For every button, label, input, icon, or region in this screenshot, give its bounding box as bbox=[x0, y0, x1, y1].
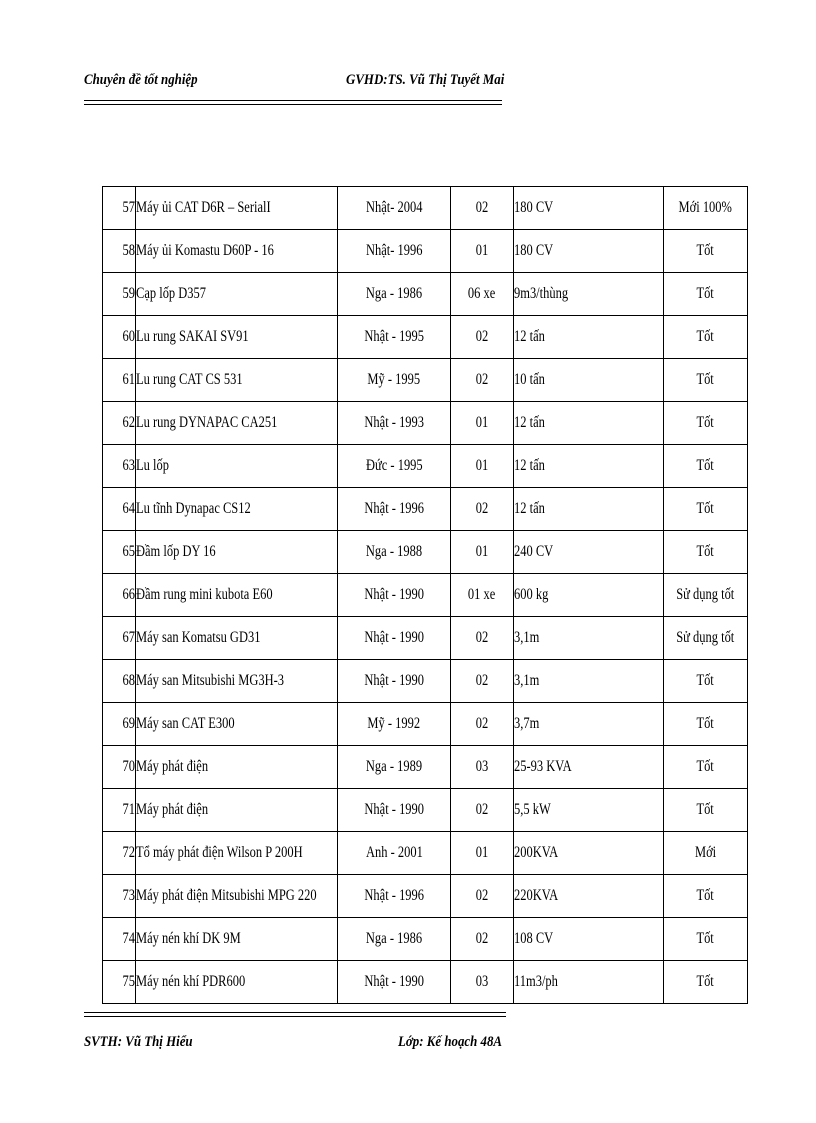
footer-rule-bottom bbox=[84, 1016, 506, 1017]
cell-capacity bbox=[514, 875, 664, 918]
cell-row-number bbox=[103, 574, 136, 617]
capacity-text: 600 kg bbox=[514, 586, 549, 603]
cell-equipment-name bbox=[136, 918, 338, 961]
condition-text: Tốt bbox=[696, 242, 715, 259]
quantity-text: 02 bbox=[475, 887, 489, 904]
cell-row-number bbox=[103, 273, 136, 316]
footer-class: Lớp: Kế hoạch 48A bbox=[398, 1034, 503, 1050]
table-row bbox=[103, 402, 748, 445]
equipment-table bbox=[102, 186, 748, 1004]
capacity-text: 25-93 KVA bbox=[514, 758, 572, 775]
capacity-text: 108 CV bbox=[514, 930, 554, 947]
capacity-text: 12 tấn bbox=[514, 500, 545, 517]
equipment-name-text: Máy san Mitsubishi MG3H-3 bbox=[136, 672, 285, 689]
quantity-text: 01 bbox=[475, 414, 489, 431]
capacity-text: 240 CV bbox=[514, 543, 554, 560]
cell-equipment-name bbox=[136, 359, 338, 402]
row-number-text: 62 bbox=[122, 414, 135, 431]
capacity-text: 5,5 kW bbox=[514, 801, 551, 818]
origin-year-text: Nga - 1986 bbox=[365, 285, 423, 302]
cell-quantity bbox=[451, 789, 514, 832]
cell-quantity bbox=[451, 660, 514, 703]
quantity-text: 02 bbox=[475, 801, 489, 818]
table-row bbox=[103, 660, 748, 703]
equipment-name-text: Máy san Komatsu GD31 bbox=[136, 629, 261, 646]
cell-origin-year bbox=[338, 187, 451, 230]
row-number-text: 66 bbox=[122, 586, 135, 603]
cell-quantity bbox=[451, 703, 514, 746]
cell-condition bbox=[664, 703, 748, 746]
cell-capacity bbox=[514, 746, 664, 789]
row-number-text: 75 bbox=[122, 973, 135, 990]
row-number-text: 58 bbox=[122, 242, 135, 259]
row-number-text: 73 bbox=[122, 887, 135, 904]
origin-year-text: Nhật- 2004 bbox=[365, 199, 423, 216]
quantity-text: 02 bbox=[475, 715, 489, 732]
cell-row-number bbox=[103, 875, 136, 918]
equipment-name-text: Lu rung CAT CS 531 bbox=[136, 371, 243, 388]
condition-text: Tốt bbox=[696, 973, 715, 990]
table-row bbox=[103, 273, 748, 316]
equipment-name-text: Lu rung SAKAI SV91 bbox=[136, 328, 249, 345]
cell-equipment-name bbox=[136, 746, 338, 789]
cell-quantity bbox=[451, 359, 514, 402]
cell-equipment-name bbox=[136, 531, 338, 574]
table-row bbox=[103, 703, 748, 746]
cell-equipment-name bbox=[136, 617, 338, 660]
cell-capacity bbox=[514, 316, 664, 359]
cell-condition bbox=[664, 961, 748, 1004]
origin-year-text: Nhật - 1990 bbox=[364, 973, 424, 990]
cell-row-number bbox=[103, 617, 136, 660]
cell-capacity bbox=[514, 574, 664, 617]
cell-condition bbox=[664, 445, 748, 488]
cell-quantity bbox=[451, 961, 514, 1004]
cell-equipment-name bbox=[136, 316, 338, 359]
footer-rule-top bbox=[84, 1012, 506, 1013]
row-number-text: 64 bbox=[122, 500, 135, 517]
cell-condition bbox=[664, 531, 748, 574]
cell-row-number bbox=[103, 531, 136, 574]
cell-origin-year bbox=[338, 703, 451, 746]
condition-text: Tốt bbox=[696, 414, 715, 431]
cell-row-number bbox=[103, 832, 136, 875]
equipment-table-body bbox=[103, 187, 748, 1004]
cell-quantity bbox=[451, 402, 514, 445]
cell-capacity bbox=[514, 445, 664, 488]
origin-year-text: Nga - 1988 bbox=[365, 543, 423, 560]
quantity-text: 01 xe bbox=[468, 586, 496, 603]
capacity-text: 180 CV bbox=[514, 199, 554, 216]
origin-year-text: Mỹ - 1992 bbox=[367, 715, 421, 732]
row-number-text: 68 bbox=[122, 672, 135, 689]
quantity-text: 03 bbox=[475, 758, 489, 775]
equipment-name-text: Máy phát điện Mitsubishi MPG 220 bbox=[136, 887, 317, 904]
equipment-name-text: Đầm lốp DY 16 bbox=[136, 543, 216, 560]
origin-year-text: Nhật - 1990 bbox=[364, 801, 424, 818]
quantity-text: 01 bbox=[475, 543, 489, 560]
table-row bbox=[103, 961, 748, 1004]
cell-quantity bbox=[451, 918, 514, 961]
origin-year-text: Anh - 2001 bbox=[365, 844, 423, 861]
cell-condition bbox=[664, 273, 748, 316]
cell-origin-year bbox=[338, 918, 451, 961]
row-number-text: 65 bbox=[122, 543, 135, 560]
capacity-text: 200KVA bbox=[514, 844, 559, 861]
quantity-text: 02 bbox=[475, 672, 489, 689]
condition-text: Tốt bbox=[696, 457, 715, 474]
equipment-name-text: Máy san CAT E300 bbox=[136, 715, 235, 732]
equipment-name-text: Lu rung DYNAPAC CA251 bbox=[136, 414, 278, 431]
cell-row-number bbox=[103, 230, 136, 273]
cell-origin-year bbox=[338, 875, 451, 918]
cell-quantity bbox=[451, 230, 514, 273]
capacity-text: 12 tấn bbox=[514, 457, 545, 474]
cell-origin-year bbox=[338, 402, 451, 445]
capacity-text: 12 tấn bbox=[514, 328, 545, 345]
cell-quantity bbox=[451, 832, 514, 875]
table-row bbox=[103, 574, 748, 617]
cell-equipment-name bbox=[136, 273, 338, 316]
cell-condition bbox=[664, 488, 748, 531]
row-number-text: 63 bbox=[122, 457, 135, 474]
equipment-name-text: Cạp lốp D357 bbox=[136, 285, 207, 302]
header-rule-top bbox=[84, 100, 502, 101]
cell-row-number bbox=[103, 402, 136, 445]
condition-text: Mới 100% bbox=[678, 199, 733, 216]
condition-text: Tốt bbox=[696, 887, 715, 904]
cell-row-number bbox=[103, 187, 136, 230]
cell-quantity bbox=[451, 574, 514, 617]
page-footer bbox=[84, 1034, 524, 1056]
condition-text: Mới bbox=[694, 844, 717, 861]
cell-condition bbox=[664, 660, 748, 703]
capacity-text: 10 tấn bbox=[514, 371, 545, 388]
cell-equipment-name bbox=[136, 402, 338, 445]
equipment-name-text: Đầm rung mini kubota E60 bbox=[136, 586, 273, 603]
cell-origin-year bbox=[338, 961, 451, 1004]
cell-row-number bbox=[103, 316, 136, 359]
cell-capacity bbox=[514, 531, 664, 574]
cell-condition bbox=[664, 617, 748, 660]
row-number-text: 74 bbox=[122, 930, 135, 947]
cell-row-number bbox=[103, 746, 136, 789]
capacity-text: 3,7m bbox=[514, 715, 540, 732]
origin-year-text: Nhật - 1990 bbox=[364, 629, 424, 646]
cell-equipment-name bbox=[136, 703, 338, 746]
cell-origin-year bbox=[338, 832, 451, 875]
cell-origin-year bbox=[338, 617, 451, 660]
page-header bbox=[84, 72, 504, 94]
table-row bbox=[103, 789, 748, 832]
row-number-text: 61 bbox=[122, 371, 135, 388]
cell-origin-year bbox=[338, 273, 451, 316]
condition-text: Tốt bbox=[696, 801, 715, 818]
condition-text: Sử dụng tốt bbox=[676, 629, 735, 646]
origin-year-text: Nga - 1989 bbox=[365, 758, 423, 775]
origin-year-text: Nhật - 1996 bbox=[364, 887, 424, 904]
row-number-text: 59 bbox=[122, 285, 135, 302]
cell-row-number bbox=[103, 918, 136, 961]
cell-condition bbox=[664, 359, 748, 402]
origin-year-text: Đức - 1995 bbox=[365, 457, 423, 474]
cell-origin-year bbox=[338, 531, 451, 574]
capacity-text: 9m3/thùng bbox=[514, 285, 569, 302]
cell-equipment-name bbox=[136, 789, 338, 832]
cell-row-number bbox=[103, 961, 136, 1004]
origin-year-text: Nhật - 1995 bbox=[364, 328, 424, 345]
cell-row-number bbox=[103, 789, 136, 832]
cell-capacity bbox=[514, 832, 664, 875]
equipment-name-text: Máy ủi Komastu D60P - 16 bbox=[136, 242, 274, 259]
origin-year-text: Nga - 1986 bbox=[365, 930, 423, 947]
cell-capacity bbox=[514, 488, 664, 531]
cell-quantity bbox=[451, 531, 514, 574]
table-row bbox=[103, 316, 748, 359]
cell-quantity bbox=[451, 488, 514, 531]
header-thesis-title: Chuyên đề tốt nghiệp bbox=[84, 72, 198, 88]
cell-condition bbox=[664, 875, 748, 918]
capacity-text: 220KVA bbox=[514, 887, 559, 904]
cell-condition bbox=[664, 230, 748, 273]
quantity-text: 02 bbox=[475, 328, 489, 345]
equipment-name-text: Máy nén khí DK 9M bbox=[136, 930, 241, 947]
table-row bbox=[103, 746, 748, 789]
cell-condition bbox=[664, 746, 748, 789]
equipment-name-text: Tổ máy phát điện Wilson P 200H bbox=[136, 844, 303, 861]
cell-condition bbox=[664, 789, 748, 832]
origin-year-text: Nhật - 1996 bbox=[364, 500, 424, 517]
quantity-text: 06 xe bbox=[468, 285, 496, 302]
condition-text: Tốt bbox=[696, 672, 715, 689]
cell-origin-year bbox=[338, 230, 451, 273]
cell-capacity bbox=[514, 402, 664, 445]
cell-equipment-name bbox=[136, 230, 338, 273]
cell-capacity bbox=[514, 703, 664, 746]
origin-year-text: Mỹ - 1995 bbox=[367, 371, 421, 388]
capacity-text: 3,1m bbox=[514, 672, 540, 689]
row-number-text: 67 bbox=[122, 629, 135, 646]
cell-origin-year bbox=[338, 359, 451, 402]
cell-equipment-name bbox=[136, 875, 338, 918]
condition-text: Tốt bbox=[696, 500, 715, 517]
table-row bbox=[103, 832, 748, 875]
row-number-text: 60 bbox=[122, 328, 135, 345]
cell-quantity bbox=[451, 875, 514, 918]
condition-text: Tốt bbox=[696, 758, 715, 775]
cell-capacity bbox=[514, 359, 664, 402]
quantity-text: 02 bbox=[475, 371, 489, 388]
cell-capacity bbox=[514, 961, 664, 1004]
footer-student: SVTH: Vũ Thị Hiểu bbox=[84, 1034, 193, 1050]
table-row bbox=[103, 617, 748, 660]
cell-quantity bbox=[451, 187, 514, 230]
cell-equipment-name bbox=[136, 445, 338, 488]
cell-condition bbox=[664, 187, 748, 230]
quantity-text: 03 bbox=[475, 973, 489, 990]
cell-quantity bbox=[451, 445, 514, 488]
origin-year-text: Nhật - 1990 bbox=[364, 586, 424, 603]
table-row bbox=[103, 531, 748, 574]
cell-origin-year bbox=[338, 746, 451, 789]
cell-equipment-name bbox=[136, 832, 338, 875]
cell-quantity bbox=[451, 746, 514, 789]
table-row bbox=[103, 875, 748, 918]
table-row bbox=[103, 187, 748, 230]
cell-row-number bbox=[103, 703, 136, 746]
cell-quantity bbox=[451, 273, 514, 316]
cell-row-number bbox=[103, 445, 136, 488]
quantity-text: 02 bbox=[475, 199, 489, 216]
row-number-text: 70 bbox=[122, 758, 135, 775]
quantity-text: 02 bbox=[475, 500, 489, 517]
cell-condition bbox=[664, 832, 748, 875]
row-number-text: 72 bbox=[122, 844, 135, 861]
cell-quantity bbox=[451, 316, 514, 359]
quantity-text: 01 bbox=[475, 457, 489, 474]
cell-equipment-name bbox=[136, 488, 338, 531]
condition-text: Tốt bbox=[696, 371, 715, 388]
quantity-text: 01 bbox=[475, 242, 489, 259]
capacity-text: 12 tấn bbox=[514, 414, 545, 431]
capacity-text: 3,1m bbox=[514, 629, 540, 646]
cell-capacity bbox=[514, 789, 664, 832]
cell-capacity bbox=[514, 230, 664, 273]
cell-row-number bbox=[103, 660, 136, 703]
capacity-text: 180 CV bbox=[514, 242, 554, 259]
quantity-text: 02 bbox=[475, 629, 489, 646]
equipment-name-text: Máy nén khí PDR600 bbox=[136, 973, 246, 990]
cell-equipment-name bbox=[136, 660, 338, 703]
origin-year-text: Nhật - 1993 bbox=[364, 414, 424, 431]
header-rule-bottom bbox=[84, 104, 502, 105]
cell-origin-year bbox=[338, 316, 451, 359]
origin-year-text: Nhật - 1990 bbox=[364, 672, 424, 689]
table-row bbox=[103, 359, 748, 402]
cell-row-number bbox=[103, 488, 136, 531]
cell-condition bbox=[664, 316, 748, 359]
capacity-text: 11m3/ph bbox=[514, 973, 558, 990]
condition-text: Tốt bbox=[696, 543, 715, 560]
table-row bbox=[103, 445, 748, 488]
cell-equipment-name bbox=[136, 574, 338, 617]
cell-condition bbox=[664, 574, 748, 617]
cell-equipment-name bbox=[136, 187, 338, 230]
cell-equipment-name bbox=[136, 961, 338, 1004]
equipment-name-text: Lu lốp bbox=[136, 457, 169, 474]
condition-text: Sử dụng tốt bbox=[676, 586, 735, 603]
table-row bbox=[103, 488, 748, 531]
quantity-text: 01 bbox=[475, 844, 489, 861]
row-number-text: 69 bbox=[122, 715, 135, 732]
cell-origin-year bbox=[338, 488, 451, 531]
cell-condition bbox=[664, 918, 748, 961]
table-row bbox=[103, 918, 748, 961]
row-number-text: 57 bbox=[122, 199, 135, 216]
cell-origin-year bbox=[338, 789, 451, 832]
cell-quantity bbox=[451, 617, 514, 660]
condition-text: Tốt bbox=[696, 285, 715, 302]
cell-origin-year bbox=[338, 574, 451, 617]
header-supervisor: GVHD:TS. Vũ Thị Tuyết Mai bbox=[346, 72, 505, 88]
quantity-text: 02 bbox=[475, 930, 489, 947]
cell-capacity bbox=[514, 660, 664, 703]
equipment-name-text: Máy phát điện bbox=[136, 758, 209, 775]
cell-condition bbox=[664, 402, 748, 445]
equipment-name-text: Lu tĩnh Dynapac CS12 bbox=[136, 500, 251, 517]
cell-origin-year bbox=[338, 660, 451, 703]
condition-text: Tốt bbox=[696, 328, 715, 345]
table-row bbox=[103, 230, 748, 273]
equipment-name-text: Máy ủi CAT D6R – SerialI bbox=[136, 199, 271, 216]
cell-capacity bbox=[514, 273, 664, 316]
cell-origin-year bbox=[338, 445, 451, 488]
cell-capacity bbox=[514, 617, 664, 660]
condition-text: Tốt bbox=[696, 930, 715, 947]
cell-capacity bbox=[514, 918, 664, 961]
condition-text: Tốt bbox=[696, 715, 715, 732]
row-number-text: 71 bbox=[122, 801, 135, 818]
equipment-name-text: Máy phát điện bbox=[136, 801, 209, 818]
cell-row-number bbox=[103, 359, 136, 402]
origin-year-text: Nhật- 1996 bbox=[365, 242, 423, 259]
cell-capacity bbox=[514, 187, 664, 230]
